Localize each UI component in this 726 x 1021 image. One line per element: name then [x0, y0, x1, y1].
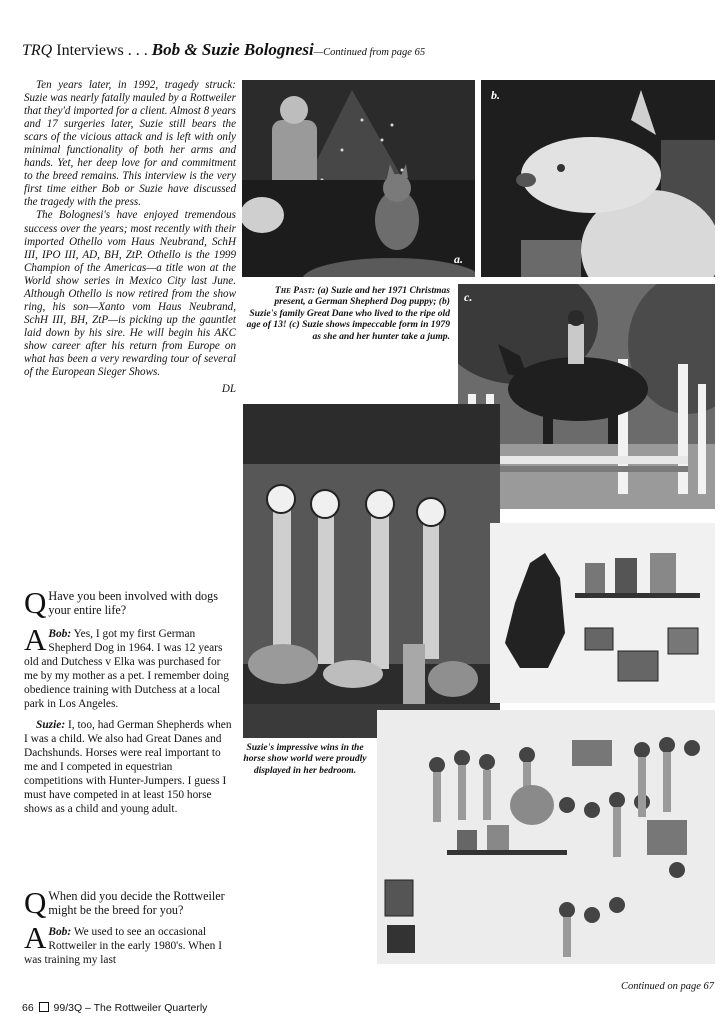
question-2-text: When did you decide the Rottweiler might be the breed for you?: [48, 889, 225, 917]
intro-paragraph-1: Ten years later, in 1992, tragedy struck: Suzie was nearly fatally mauled by a Rottweiler that they'd imported for a client. Almost 8 years and 17 surgeries later, Suzie still bears the scars of the vicious attack and is left with only minimal functionality of both her arms and hands. Yet, her deep love for and commitment to the breed remains. This interview is the very first time either Bob or Suzie have discussed the tragedy with the press.: [24, 79, 236, 209]
answer-2-bob: [24, 920, 234, 967]
photo-label-c: c.: [464, 290, 473, 304]
photo-label-b: b.: [491, 88, 500, 102]
answer-1-initial: A: [24, 622, 47, 657]
qa-block-2: [24, 885, 234, 973]
question-1-initial: Q: [24, 585, 47, 620]
photo-great-dane: [481, 80, 715, 277]
photo-trophy-ribbons-image: [243, 404, 500, 738]
answer-1-suzie: [24, 718, 234, 817]
caption-the-past-lead: The Past:: [274, 285, 316, 296]
caption-the-past-text: (a) Suzie and her 1971 Christmas present, a German Shepherd Dog puppy; (b) Suzie's family Great Dane who lived to the ripe old age of 13! (c) Suzie shows impeccable form in 1979 as she and her hunter take a jump.: [246, 285, 450, 342]
speaker-bob-2: Bob:: [48, 926, 72, 938]
question-2-initial: Q: [24, 885, 47, 920]
answer-1-bob: [24, 622, 234, 712]
answer-2-text: We used to see an occasional Rottweiler in the early 1980's. When I was training my last: [24, 926, 222, 967]
intro-text: [24, 79, 236, 396]
photo-label-a: a.: [454, 252, 463, 266]
header-continued: —Continued from page 65: [313, 47, 426, 58]
page-header: [22, 40, 712, 60]
answer-1-text: Yes, I got my first German Shepherd Dog in 1964. I was 12 years old and Dutchess v Elka was purchased for me by my mother as a pet. I remember doing obedience training with Dutchess at a local park in Los Angeles.: [24, 628, 229, 711]
answer-1-suzie-text: I, too, had German Shepherds when I was a child. We also had Great Danes and Dachshunds. Horses were real important to me and I competed in equestrian competitions with Hunter-Jumpers. I guess I must have competed in at least 150 horse shows as a child and young adult.: [24, 718, 232, 816]
photo-ribbon-wall: [377, 710, 715, 964]
answer-2-initial: A: [24, 920, 47, 955]
continued-on-page: Continued on page 67: [620, 981, 714, 992]
issue-title: 99/3Q – The Rottweiler Quarterly: [53, 1002, 208, 1014]
speaker-suzie: Suzie:: [36, 718, 66, 731]
author-initials: DL: [221, 383, 236, 396]
magazine-abbrev: TRQ: [22, 42, 53, 59]
speaker-bob: Bob:: [48, 628, 72, 640]
caption-horse-wins: Suzie's impressive wins in the horse show world were proudly displayed in her bedroom.: [243, 742, 367, 776]
question-1: [24, 585, 234, 620]
photo-horse-wall-display-image: [490, 523, 715, 703]
photo-christmas-puppy: [242, 80, 475, 277]
photo-horse-wall-display: [490, 523, 715, 703]
box-icon: [39, 1002, 49, 1012]
photo-ribbon-wall-image: [377, 710, 715, 964]
header-interviews: Interviews . . .: [52, 42, 152, 59]
photo-great-dane-image: [481, 80, 715, 277]
question-1-text: Have you been involved with dogs your entire life?: [48, 589, 218, 617]
qa-block-1: [24, 585, 234, 822]
photo-christmas-puppy-image: [242, 80, 475, 277]
page-number: 66: [22, 1002, 34, 1014]
question-2: [24, 885, 234, 920]
page-footer: [22, 1002, 207, 1014]
photo-trophy-ribbons: [243, 404, 500, 738]
intro-paragraph-2: The Bolognesi's have enjoyed tremendous success over the years; most recently with their imported Othello vom Haus Neubrand, SchH III, IPO III, AD, BH, ZtP. Othello is the 1999 Champion of the Americas—a title won at the World show series in Mexico City last June. Although Othello is now retired from the show ring, his son—Xanto vom Haus Neubrand, SchH III, BH, ZtP—is picking up the gauntlet laid down by his sire. He will begin his AKC show career after his return from Europe on what has been a very rewarding tour of several of the European Sieger Shows.: [24, 209, 236, 379]
caption-the-past: [245, 285, 450, 342]
header-names: Bob & Suzie Bolognesi: [151, 40, 314, 59]
